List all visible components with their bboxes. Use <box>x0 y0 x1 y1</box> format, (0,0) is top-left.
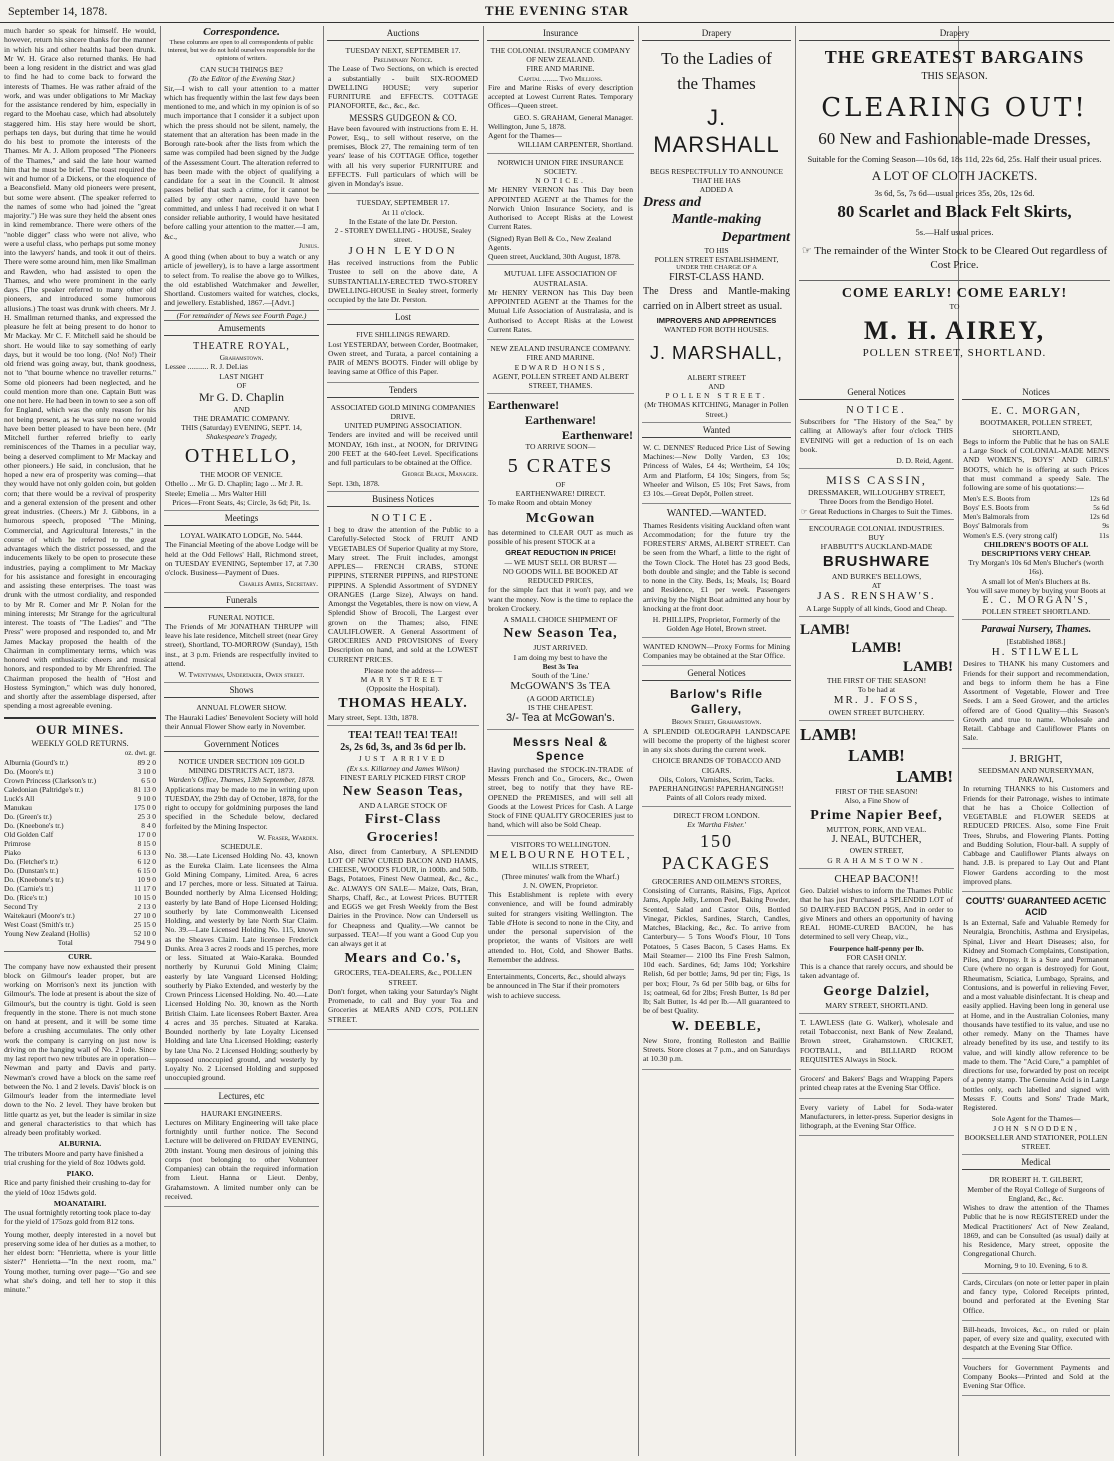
piako-title: PIAKO. <box>66 1169 94 1179</box>
stilwell-ad: Parawai Nursery, Thames. [Established 1868.] H. STILWELL Desires to THANK his many Customers and Friends for their support and recommendation, and begs to inform them he has a Fine Assortment of Vegetable, Flower and Tree Seeds. I am a Seed Grower, and the articles offered are of Good Quality—this Season's Growth and true to name. Wholesale and Retail. Cabbage and Cauliflower Plants on Sale. <box>962 622 1110 748</box>
coutts-ad: COUTTS' GUARANTEED ACETIC ACID Is an External, Safe and Valuable Remedy for Neuralgia, Bronchitis, Asthma and Erysipelas, Spinal, Liver and Heart Diseases; also, for Kidney and Stomach Complaints, Constipation, Piles, and Dropsy. It is a Sure and Permanent Cure (where no organ is destroyed) for Gout, Rheumatism, Sciatica, Lumbago, Sprains, and Contusions, and is powerful in relieving Fever, and a most valuable disinfectant. It is cheap and easily applied. Having been long in general use at Home, and in the Australian Colonies, many thousands have testified to its value, and use no other remedy. Many on the Thames have already benefited by its use, and testify to its value, and will kindly allow reference to be made to them. The "Acid Cure," a pamphlet of directions for use, forwarded by post on receipt of a penny stamp. The Genuine Acid is in Large bottles only, each labelled and signed with Messrs F. Coutts and Sons' Trade Mark, Registered. Sole Agent for the Thames— JOHN SNODDEN, BOOKSELLER AND STATIONER, POLLEN STREET. <box>962 894 1110 1155</box>
letter-to: (To the Editor of the Evening Star.) <box>188 74 295 84</box>
boot-price-row <box>963 503 1109 512</box>
anecdote-text: Young mother, deeply interested in a novel but preserving some idea of her duties as a mother, to her eldest born: "Henrietta, where is your little sister?" Henrietta—"In the next room, ma." Young mother, turning over page—"Go and see what she's doing, and tell her to stop it this minute." <box>4 1229 156 1295</box>
dalziel-bacon-ad: CHEAP BACON!! Geo. Dalziel wishes to inform the Thames Public that he has just Purchased a SPLENDID LOT of 50 DAIRY-FED BACON PIGS, And in order to give Miners and others an opportunity of having REAL HOME-CURED BACON, he has determined to sell very Cheap, viz., Fourpence half-penny per lb. FOR CASH ONLY. This is a chance that rarely occurs, and should be taken advantage of. George Dalziel, MARY STREET, SHORTLAND. <box>799 871 954 1014</box>
curr-text: The company have now exhausted their present block on Gilmour's leader proper, but are working on Morrison's next its junction with Gilmour's. The lode at present is about the size of Gilmour's, but the country is tight. Gold is seen frequently in the stone. There is not much stone on hand at present, and it will be some time before a crushing accumulates. The only other work the company is carrying on just now is driving on the hanging wall of No. 2 lode. Since my last report two new tributes are in operation—Newman and party and Davis and party. Newman's crowd have a block on the same reef between the No. 1 and 2 levels. Davis' block is on Gilmour's leader from the intermediate level down to the No. 2 level. They have broken but little quartz as yet, but the leader is similar in size and general characteristics to that which has already been profitably worked. <box>4 961 156 1138</box>
column-5 <box>642 26 791 1456</box>
gold-return-row <box>4 857 156 866</box>
column-2 <box>164 26 319 1456</box>
neal-lamb-ad: LAMB! LAMB! LAMB! FIRST OF THE SEASON! Also, a Fine Show of Prime Napier Beef, MUTTON, PORK, AND VEAL. J. NEAL, BUTCHER, OWEN STREET, GRAHAMSTOWN. <box>799 723 954 869</box>
mine-name: West Coast (Smith's tr.) <box>4 920 74 930</box>
gold-return-row <box>4 893 156 902</box>
boot-price-row <box>963 521 1109 530</box>
gold-return-row <box>4 830 156 839</box>
gold-yield: 175 0 0 <box>133 802 156 812</box>
mine-name: Old Golden Calf <box>4 829 54 839</box>
gold-yield: 27 10 0 <box>133 911 156 921</box>
dwelling-auction-ad: TUESDAY, SEPTEMBER 17. At 11 o'clock. In the Estate of the late Dr. Perston. 2 - STOREY DWELLING - HOUSE, Sealey street. JOHN LEYDON Has received instructions from the Public Trustee to sell on the above date, A SUBSTANTIALLY-ERECTED TWO-STOREY DWELLING-HOUSE in Sealey street, formerly occupied by the late Dr. Perston. <box>327 196 479 310</box>
government-notices-header: Government Notices <box>164 739 319 752</box>
gold-yield: 25 15 0 <box>133 920 156 930</box>
column-rule <box>323 26 324 1456</box>
bright-ad: J. BRIGHT, SEEDSMAN AND NURSERYMAN, PARAWAI, In returning THANKS to his Customers and Friends for their Patronage, wishes to intimate that he has a Choice Collection of VEGETABLE and FLOWER SEEDS at REDUCED PRICES. Also, some Fine Fruit Trees, Shrubs, and Flowering Plants. Potting and Budding Solution, Flour-ball. A supply of Cabbage and Cauliflower Plants always on hand. J.B. is prepared to Lay Out and Plant Flower Gardens according to the most improved plans. <box>962 751 1110 893</box>
mine-name: Do. (Dunstan's tr.) <box>4 866 59 876</box>
gold-return-row <box>4 911 156 920</box>
neal-spence-ad: Messrs Neal & Spence Having purchased the STOCK-IN-TRADE of Messrs French and Co., Grocers, &c., Owen street, beg to notify that they have RE-OPENED the PREMISES, and will sell all Goods at the Lowest Prices for Cash. A Large Stock of FINE QUALITY GROCERIES just to hand, which will also be Sold Cheap. <box>487 732 634 836</box>
insurance-header: Insurance <box>487 28 634 41</box>
boot-price-row <box>963 512 1109 521</box>
flower-show-ad: ANNUAL FLOWER SHOW. The Hauraki Ladies' Benevolent Society will hold their Annual Flower Show early in November. <box>164 701 319 737</box>
fourth-page-note: (For remainder of News see Fourth Page.) <box>164 310 319 321</box>
to-label: TO <box>949 302 960 312</box>
gilbert-ad: DR ROBERT H. T. GILBERT, Member of the Royal College of Surgeons of England, &c., &c. Wishes to draw the attention of the Thames Public that he is now REGISTERED under the Medical Practitioners' Act of New Zealand, 1869, and can be Consulted (as usual) daily at his Residence, Mary street, opposite the Congregational Church. Morning, 9 to 10. Evening, 6 to 8. <box>962 1173 1110 1274</box>
letter-title: CAN SUCH THINGS BE? <box>200 65 283 75</box>
general-notices-header-2: General Notices <box>799 387 954 400</box>
gold-yield: 10 15 0 <box>133 893 156 903</box>
boot-price: 11s <box>1099 530 1109 540</box>
mine-name: Waitekauri (Moore's tr.) <box>4 911 75 921</box>
mine-name: Do. (Carnie's tr.) <box>4 884 54 894</box>
wanted-header: Wanted <box>642 425 791 438</box>
mine-name: Do. (Rice's tr.) <box>4 893 48 903</box>
mine-name: Caledonian (Paltridge's tr.) <box>4 784 84 794</box>
jackets-text: 3s 6d, 5s, 7s 6d—usual prices 35s, 20s, 12s 6d. <box>874 187 1035 198</box>
history-sea-notice: NOTICE. Subscribers for "The History of the Sea," by calling at Alloway's after four o'clock THIS EVENING will get a reduction of 1s on each book. D. D. Reid, Agent. <box>799 403 954 469</box>
jackets-line: A LOT OF CLOTH JACKETS. <box>871 167 1038 183</box>
skirts-line: 80 Scarlet and Black Felt Skirts, <box>837 202 1072 222</box>
boot-price: 9s <box>1102 521 1109 531</box>
article-text: much harder so speak for himself. He would, however, return his sincere thanks for the manner in which his and other healths had been drunk. Mr W. H. Grace also returned thanks. He had been a long resident in the district and was glad to find he had to come back to forward the interests of Thames. He was rather afraid of the work, and was under obligations to Mr Mackay for the assistance rendered by him, especially in regard to the Moehau case, which had absolutely staggered him. His stay here would be short, perhaps ten days, but during that time he would do his best to promote the interests of the Thames. Mr A. J. Allom proposed "The Pioneers of the Thames," and said the late hour warned him that he must be brief. The toast required the wit and humor of a Dickens, or the eloquence of a Beaconsfield. Many old pioneers were present, but some were absent. (The speaker referred to the names of some who had joined the "great majority.") He was sure they held the absent ones in kind remembrance. There were others of the "noble digger" class who were not alive, who were a useful class, who perhaps put some money into the lawyers' hands, and took it out of theirs. There were some around him, men like Smallman and Rawden, who had assisted to open the Thames, and who were prominent in the early days. (The speaker referred to many other old pioneers, and introduced some humorous allusions.) The toast was drunk with cheers. Mr J. H. Smallman returned thanks, and expressed the pleasure he felt at being present to do honor to Mr Mackay. Mr C. F. Mitchell said he should be short. He would like to say something of early days, but it would be too long. (No! No!) Their old friend was going away, but, thank goodness, not to "that bourne whence no traveller returns." Some old pioneers had been neglected, and he could mention more than one. Captain Butt was one not here. He had been in town to see a son off for England, which was the only reason for his not being present, as he was sure no one would have been better pleased to have been here. (Mr Mitchell further referred briefly to early reminiscences of the Thames in a peculiar way, being a deserved compliment to Mr Mackay and other pioneers.) He said, in conclusion, that he hoped a new era of prosperity was coming—that they would have not only golden coin, but golden corn; that there would be a revival of prosperity and a general extension of the present and other great industries. (Cheers.) Mr J. Gibbons, in a humorous speech, proposed "The Mining, Commercial, and Agricultural Interests," in the course of which he referred to the great advantages which the district possessed, and the inducements likely to be open to prosecute these industries, paying a compliment to Mr Mackay for his assistance and foresight in encouraging and assisting these enterprises. The toast was drunk with the utmost cordiality, and responded to by Mr R. Comer and Mr P. Nolan for the mining interests; Mr Strange for the agricultural interest. The toasts of "The Ladies" and "The Press" were proposed and responded to, and Mr James Mackay proposed the health of the Chairman in complimentary terms, which was honored with enthusiastic cheers and musical honors, and responded to by Mr Ehrenfried. The Chairman proposed the health of "Host and Hostess Symington," which was duly honored, and shortly after the assemblage dispersed, after spending a most agreeable evening. <box>4 26 156 711</box>
marshall-ad: To the Ladies of the Thames J. MARSHALL BEGS RESPECTFULLY TO ANNOUNCE THAT HE HAS ADDED A Dress and Mantle-making Department TO HIS POLLEN STREET ESTABLISHMENT, UNDER THE CHARGE OF A FIRST-CLASS HAND. The Dress and Mantle-making carried on in Albert street as usual. IMPROVERS AND APPRENTICES WANTED FOR BOTH HOUSES. J. MARSHALL, ALBERT STREET AND POLLEN STREET. (Mr THOMAS KITCHING, Manager in Pollen Street.) <box>642 44 791 423</box>
nz-insurance-ad: NEW ZEALAND INSURANCE COMPANY. FIRE AND MARINE. EDWARD HONISS, AGENT, POLLEN STREET AND ALBERT STREET, THAMES. <box>487 342 634 394</box>
lost-header: Lost <box>327 312 479 325</box>
column-rule <box>638 26 639 1456</box>
gold-return-row <box>4 866 156 875</box>
dennes-ad: W. C. DENNES' Reduced Price List of Sewing Machines:—New Dolly Varden, £3 10s; Princess of Wales, £4 4s; Wertheim, £4 10s; Arm and Platform, £4 10s; Singers, from 5s; Wheeler and Wilson, £5 10s; Fret Saws, from £3 10s.—Great Depôt, Pollen street. <box>642 441 791 505</box>
boot-name: Women's E.S. (very strong calf) <box>963 530 1058 540</box>
gold-yield: 25 3 0 <box>137 811 156 821</box>
dresses-line: 60 New and Fashionable-made Dresses, <box>818 128 1091 148</box>
gold-yield: 6 15 0 <box>137 866 156 876</box>
gold-return-row <box>4 767 156 776</box>
airey-drapery-ad <box>799 26 1110 371</box>
amusements-header: Amusements <box>164 323 319 336</box>
clearing-out: CLEARING OUT! <box>821 93 1088 124</box>
auctions-header: Auctions <box>327 28 479 41</box>
come-early: COME EARLY! COME EARLY! <box>799 280 1110 302</box>
theatre-ad: THEATRE ROYAL, Grahamstown. Lessee ........... R. J. DeLias LAST NIGHT OF Mr G. D. Chaplin AND THE DRAMATIC COMPANY. THIS (Saturday) EVENING, SEPT. 14, Shakespeare's Tragedy, OTHELLO, THE MOOR OF VENICE. Othello ... Mr G. D. Chaplin; Iago ... Mr J. R. Steele; Emelia ... Mrs Walter Hill Prices—Front Seats, 4s; Circle, 3s 6d; Pit, 1s. <box>164 339 319 511</box>
column-4 <box>487 26 634 1456</box>
gold-returns-table <box>4 758 156 948</box>
column-3 <box>327 26 479 1456</box>
column-7 <box>962 385 1110 1456</box>
column-rule <box>795 26 796 1456</box>
barlow-ad: Barlow's Rifle Gallery, Brown Street, Grahamstown. A SPLENDID OLEOGRAPH LANDSCAPE will become the property of the highest scorer in any six shots during the current week. CHOICE BRANDS OF TOBACCO AND CIGARS. Oils, Colors, Varnishes, Scrim, Tacks. PAPERHANGINGS! PAPERHANGINGS!! Paints of all Colors ready mixed. <box>642 684 791 807</box>
shows-header: Shows <box>164 685 319 698</box>
gold-return-row <box>4 884 156 893</box>
funerals-header: Funerals <box>164 595 319 608</box>
gold-return-row <box>4 776 156 785</box>
othello-title: OTHELLO, <box>184 444 299 467</box>
gold-return-row <box>4 812 156 821</box>
boot-price-row <box>963 531 1109 540</box>
gold-yield: 6 5 0 <box>141 775 156 785</box>
this-season: THIS SEASON. <box>921 70 988 82</box>
cassin-ad: MISS CASSIN, DRESSMAKER, WILLOUGHBY STREET, Three Doors from the Bendigo Hotel. ☞ Great Reductions in Charges to Suit the Times. <box>799 471 954 519</box>
billheads-notice: Bill-heads, Invoices, &c., on ruled or plain paper, of every size and quality, executed with despatch at the Evening Star Office. <box>962 1323 1110 1359</box>
total-row: Total 794 9 0 <box>57 938 156 948</box>
gold-yield: 81 13 0 <box>133 784 156 794</box>
curr-title: CURR. <box>4 951 156 961</box>
watch-advert: A good thing (when about to buy a watch or any article of jewellery), is to have a large assortment to select from. To realise the above go to Wilkes, the old established Watchmaker and Jeweller, Shortland. Customers waited for watches, clocks, and jewellery. Established, 1867.—[Advt.] <box>164 252 319 308</box>
mine-name: Do. (Fletcher's tr.) <box>4 856 58 866</box>
notices-header: Notices <box>962 387 1110 400</box>
drapery-header: Drapery <box>642 28 791 41</box>
boot-name: Boys' Balmorals from <box>963 521 1028 531</box>
mcgowan-earthenware-ad: Earthenware! Earthenware! Earthenware! TO ARRIVE SOON— 5 CRATES OF EARTHENWARE! DIRECT. To make Room and obtain Money McGowan has determined to CLEAR OUT as much as possible of his present STOCK at a GREAT REDUCTION IN PRICE! — WE MUST SELL OR BURST — NO GOODS WILL BE BOOKED AT REDUCED PRICES, for the simple fact that it won't pay, and we want the money. Now is the time to replace the broken Crockery. A SMALL CHOICE SHIPMENT OF New Season Tea, JUST ARRIVED. I am doing my best to have the Best 3s Tea South of the 'Line.' McGOWAN'S 3s TEA (A GOOD ARTICLE) IS THE CHEAPEST. 3/- Tea at McGowan's. <box>487 396 634 729</box>
gold-yield: 2 13 0 <box>137 902 156 912</box>
issue-date: September 14, 1878. <box>8 4 108 18</box>
foresters-ad: WANTED.—WANTED. Thames Residents visiting Auckland often want Accommodation; for the future try the FORESTERS' ARMS, ALBERT STREET. Can be seen from the Wharf, a little to the right of the Town Clock. The Hotel has 23 good Beds, both double and single; and the Table is second to none in the City. Beds, 1s; Meals, 1s; Board and Residence, £1 per week. Passengers arriving by the Night Boat admitted any hour by knocking at the front door. H. PHILLIPS, Proprietor, Formerly of the Golden Age Hotel, Brown street. <box>642 506 791 637</box>
melbourne-hotel-ad: VISITORS TO WELLINGTON. MELBOURNE HOTEL, WILLIS STREET, (Three minutes' walk from the Wharf.) J. N. OWEN, Proprietor. This Establishment is replete with every convenience, and will be found admirably suited for strangers visiting Wellington. The Table d'Hote is second to none in the City, and under the personal supervision of the proprietor, the wants of Visitors are well attended to. Hot, Cold, and Shower Baths. Remember the address. <box>487 838 634 970</box>
vouchers-notice: Vouchers for Government Payments and Company Books—Printed and Sold at the Evening Star Office. <box>962 1361 1110 1397</box>
column-1 <box>4 26 156 1456</box>
mears-ad: TEA! TEA!! TEA! TEA!! 2s, 2s 6d, 3s, and 3s 6d per lb. JUST ARRIVED (Ex s.s. Killarney and James Wilson) FINEST EARLY PICKED FIRST CROP New Season Teas, AND A LARGE STOCK OF First-Class Groceries! Also, direct from Canterbury, A SPLENDID LOT OF NEW CURED BACON AND HAMS, CHEESE, WOOD'S FLOUR, in 100lb. and 50lb. Bags, Potatoes, Finest New Oatmeal, &c., &c., &c. ALWAYS ON SALE— Maize, Oats, Bran, Sharps, Chaff, &c., at Lowest Prices. BUTTER and EGGS we get Fresh Weekly from the Best Dairies in the Province. Now can Undersell us for Cheapness and Quality.—We cannot be surpassed. TEA!—If you want a Good Cup you can always get it at Mears and Co.'s, GROCERS, TEA-DEALERS, &c., POLLEN STREET. Don't forget, when taking your Saturday's Night Promenade, to call and Buy your Tea and Groceries at MEARS AND CO'S, POLLEN STREET. <box>327 728 479 1030</box>
moanatairi-text: The usual fortnightly retorting took place to-day for the yield of 175ozs gold from 812 tons. <box>4 1208 151 1227</box>
mine-name: Crown Princess (Clarkson's tr.) <box>4 775 97 785</box>
boot-price: 5s 6d <box>1093 503 1109 513</box>
alburnia-title: ALBURNIA. <box>58 1139 102 1149</box>
gold-yield: 89 2 0 <box>137 757 156 767</box>
lodge-ad: LOYAL WAIKATO LODGE, No. 5444. The Financial Meeting of the above Lodge will be held at the Odd Fellows' Hall, Richmond street, on TUESDAY EVENING, September 17, at 7.30 o'clock. Business—Payment of Dues. Charles Amies, Secretary. <box>164 529 319 593</box>
letter-text: Sir,—I wish to call your attention to a matter which has frequently within the last few days been mentioned to me, and which in my opinion is of so much importance that I consider it a subject upon which the press should not be silent, namely, the statement that an alteration has been made in the Borough rate-book after the lists from which the same was compiled had been signed by the Judge of the Assessment Court. The alteration referred to has been made with the object of qualifying a candidate for a seat in the Council. It almost passes belief that such a crime, for it cannot be called by any other name, could have been committed, and unless I had received it on what I consider reliable authority, I would have hesitated before calling your attention to the matter.—I am, &c., <box>164 83 319 241</box>
newspaper-title: THE EVENING STAR <box>484 3 630 18</box>
mine-name: Second Try <box>4 902 38 912</box>
mine-name: Young New Zealand (Hollis) <box>4 929 90 939</box>
funeral-ad: FUNERAL NOTICE. The Friends of Mr JONATHAN THRUPP will leave his late residence, Mitchell street (near Grey street), Shortland, TO-MORROW (Sunday), 15th inst., at 3 p.m. Friends are respectfully invited to attend. W. Twentyman, Undertaker, Owen street. <box>164 611 319 684</box>
gold-yield: 6 13 0 <box>137 847 156 857</box>
gold-yield: 9 10 0 <box>137 793 156 803</box>
mutual-life-ad: MUTUAL LIFE ASSOCIATION OF AUSTRALASIA. Mr HENRY VERNON has This Day been APPOINTED AGENT at the Thames for the Mutual Life Association of Australasia, and is Authorised to Accept Risks at the Lowest Current Rates. <box>487 267 634 340</box>
mine-name: Alburnia (Gourd's tr.) <box>4 757 68 767</box>
deeble-ad: DIRECT FROM LONDON. Ex 'Martha Fisher.' 150 PACKAGES GROCERIES AND OILMEN'S STORES, Consisting of Currants, Raisins, Figs, Apricot Jams, Apple Jelly, Lemon Peel, Baking Powder, Scented, Salad and Castor Oils, Bottled Vinegar, Pickles, Sardines, Starch, Candles, Matches, Blacking, &c., &c. To arrive from Canterbury— 5 Tons Wood's Flour, 10 Tons Potatoes, 5 Cases Bacon, 5 Cases Hams. Ex Mail Steamer— 2100 lbs Fine Fresh Salmon, 10d each. Sardines, 6d; Jams 10d; Yorkshire Relish, 6d per bottle; Jams, 9d per tin; Figs, 1s per box; Flour, 7s 6d per 50lb bag, or 6lbs for 1s; oatmeal, 6d for 2lbs; Fresh Butter, 1s 8d per lb; Salt Butter, 1s 4d per lb.—All guaranteed to be of best Quality. W. DEEBLE, New Store, fronting Rolleston and Baillie Streets. Store closes at 7 p.m., and on Saturdays at 10.30 p.m. <box>642 809 791 1070</box>
government-notice: NOTICE UNDER SECTION 109 GOLD MINING DISTRICTS ACT, 1873. Warden's Office, Thames, 13th September, 1878. Applications may be made to me in writing upon TUESDAY, the 29th day of October, 1878, for the right to occupy for goldmining purposes the land specified in the Schedule below, declared forfeited by the Mining Inspector. W. Fraser, Warden. SCHEDULE. No. 38.—Late Licensed Holding No. 43, known as the Eureka Claim. Late licensees the Alma Gold Mining Company, Limited. Area, 6 acres and 17 perches, more or less. Situated at Tairua. Bounded northerly by Alma Licensed Holding; easterly by late Band of Hope Licensed Holding; southerly by late Commonwealth Licensed Holding, and westerly by late North Star Claim. No. 39.—Late Licensed Holding No. 115, known as the Sheaves Claim. Late licensee Frederick Dunks. Area 3 acres 2 roods and 15 perches, more or less. Situated at Waio-Karaka. Bounded northerly by Kurunui Gold Mining Claim; easterly by late Vanguard Licensed Holding; southerly by Piako Extended, and westerly by the Crown Princess Licensed Holding. No. 40.—Late Licensed Holding No. 30, known as the North British Claim. Late licensees Robert Baxter. Area 4 acres and 35 perches. Situated at Karaka. Bounded northerly by late Loyalty Licensed Holding and late Una Licensed Holding; easterly by late Una No. 2 Licensed Holding; southerly by supposed unoccupied ground, and westerly by Loyalty No. 2 Licensed Holding and supposed unoccupied ground. <box>164 755 319 1089</box>
mine-name: Manukau <box>4 802 32 812</box>
mine-name: Luck's All <box>4 793 35 803</box>
gold-return-row <box>4 902 156 911</box>
business-notices-header: Business Notices <box>327 494 479 507</box>
gold-return-row <box>4 875 156 884</box>
skirts-text: 5s.—Half usual prices. <box>915 226 994 237</box>
mine-name: Do. (Kneebone's tr.) <box>4 875 64 885</box>
norwich-ad: NORWICH UNION FIRE INSURANCE SOCIETY. NOTICE. Mr HENRY VERNON has This Day been APPOINTED AGENT at the Thames for the Norwich Union Insurance Society, and is Authorised to Accept Risks at the Lowest Current Rates. (Signed) Ryan Bell & Co., New Zealand Agents. Queen street, Auckland, 30th August, 1878. <box>487 156 634 266</box>
alburnia-text: The tributers Moore and party have finished a trial crushing for the yield of 8oz 10dwts gold. <box>4 1148 146 1167</box>
entertainments-notice: Entertainments, Concerts, &c., should always be announced in The Star if their promoters wish to achieve success. <box>487 972 626 1000</box>
gold-yield: 10 9 0 <box>137 875 156 885</box>
engineers-ad: HAURAKI ENGINEERS. Lectures on Military Engineering will take place fortnightly until further notice. The Second Lecture will be delivered on FRIDAY EVENING, 20th instant. Young men desirous of joining this corps (not belonging to other Volunteer Companies) can obtain the required information from Lieut. Hanna or Lieut. Denby, Grahamstown. A limited number only can be received. <box>164 1107 319 1208</box>
foss-lamb-ad: LAMB! LAMB! LAMB! THE FIRST OF THE SEASON! To be had at MR. J. FOSS, OWEN STREET BUTCHERY. <box>799 619 954 721</box>
column-rule <box>160 26 161 1456</box>
gold-return-row <box>4 794 156 803</box>
gold-return-row <box>4 929 156 938</box>
proxy-ad: WANTED KNOWN—Proxy Forms for Mining Companies may be obtained at the Star Office. <box>642 640 791 667</box>
boot-price-row <box>963 494 1109 503</box>
correspondence-title: Correspondence. <box>203 26 280 38</box>
morgan-ad: E. C. MORGAN, BOOTMAKER, POLLEN STREET, SHORTLAND, Begs to inform the Public that he has on SALE a Large Stock of COLONIAL-MADE MEN'S AND WOMEN'S, BOYS' AND GIRLS' BOOTS, which he is offering at such Prices that must command a speedy Sale. The following are some of his quotations:— Men's E.S. Boots from 12s 6d Boys' E.S. Boots from 5s 6d Men's Balmorals from 12s 6d Boys' Balmorals from 9s Women's E.S. (very strong calf) 11s CHILDREN'S BOOTS OF ALL DESCRIPTIONS VERY CHEAP. Try Morgan's 10s 6d Men's Blucher's (worth 16s). A small lot of Men's Bluchers at 8s. You will save money by buying your Boots at E. C. MORGAN'S, POLLEN STREET SHORTLAND. <box>962 403 1110 621</box>
gold-return-row <box>4 803 156 812</box>
general-notices-header: General Notices <box>642 668 791 681</box>
dresses-text: Suitable for the Coming Season—10s 6d, 18s 11d, 22s 6d, 25s. Half their usual prices. <box>807 153 1102 164</box>
column-rule <box>483 26 484 1456</box>
cottage-auction-ad: TUESDAY NEXT, SEPTEMBER 17. Preliminary Notice. The Lease of Two Sections, on which is erected a substantially - built SIX-ROOMED DWELLING HOUSE; very superior FURNITURE and EFFECTS. COTTAGE PIANOFORTE, &c., &c., &c. MESSRS GUDGEON & CO. Have been favoured with instructions from E. H. Power, Esq., to sell without reserve, on the premises, Block 27, The remaining term of ten years' lease of his COTTAGE Office, together with all his very superior FURNITURE and EFFECTS. Full particulars of which will be given in Monday's issue. <box>327 44 479 194</box>
gold-return-row <box>4 848 156 857</box>
gold-yield: 11 17 0 <box>134 884 156 894</box>
column-6-lower <box>799 385 954 1456</box>
airey-name: M. H. AIREY, <box>863 316 1046 346</box>
boot-price: 12s 6d <box>1089 494 1109 504</box>
colonial-insurance-ad: THE COLONIAL INSURANCE COMPANY OF NEW ZEALAND. FIRE AND MARINE. Capital ........ Two Millions. Fire and Marine Risks of every description accepted at Lowest Current Rates. Temporary Offices—Queen street. GEO. S. GRAHAM, General Manager. Wellington, June 5, 1878. Agent for the Thames— WILLIAM CARPENTER, Shortland. <box>487 44 634 154</box>
boot-name: Boys' E.S. Boots from <box>963 503 1030 513</box>
letter-signature: Junius. <box>298 240 319 250</box>
gold-return-row <box>4 821 156 830</box>
gold-yield: 52 10 0 <box>133 929 156 939</box>
our-mines-title: OUR MINES. <box>4 717 156 738</box>
lawless-ad: T. LAWLESS (late G. Walker), wholesale and retail Tobacconist, next Bank of New Zealand, Brown street, Grahamstown. CRICKET, FOOTBALL, and BILLIARD ROOM REQUISITES Always in Stock. <box>799 1016 954 1070</box>
gold-return-row <box>4 785 156 794</box>
healy-ad: NOTICE. I beg to draw the attention of the Public to a Carefully-Selected Stock of FRUIT AND VEGETABLES Of Superior Quality at my Store, Mary street. The Fruit includes, amongst APPLES— FRENCH CRABS, STONE PIPPINS, STERNER PIPPINS, and RIPSTONE PIPPINS. A Splendid Assortment of SYDNEY ORANGES (Large Size), Always on hand. Amongst the Vegetables, there is now on view, A Splendid Show of Brocoli, The Largest ever grown on the Thames; also, FINE CAULIFLOWER. A General Assortment of GROCERIES AND PROVISIONS of Every Description on hand, and sold at the LOWEST CURRENT PRICES. Please note the address— MARY STREET (Opposite the Hospital). THOMAS HEALY. Mary street, Sept. 13th, 1878. <box>327 510 479 726</box>
winter-stock-line: ☞ The remainder of the Winter Stock to be Cleared Out regardless of Cost Price. <box>801 245 1108 271</box>
mine-name: Primrose <box>4 838 31 848</box>
units-header: oz. dwt. gr. <box>124 749 156 758</box>
pointing-hand-icon: ☞ <box>800 506 810 516</box>
boot-name: Men's E.S. Boots from <box>963 494 1031 504</box>
boot-price: 12s 6d <box>1089 512 1109 522</box>
meetings-header: Meetings <box>164 513 319 526</box>
mine-name: Piako <box>4 847 21 857</box>
mine-name: Do. (Kneebone's tr.) <box>4 820 64 830</box>
moanatairi-title: MOANATAIRI. <box>53 1198 107 1208</box>
airey-address: POLLEN STREET, SHORTLAND. <box>862 347 1047 360</box>
mine-name: Do. (Moore's tr.) <box>4 766 54 776</box>
drapery-header-right: Drapery <box>799 28 1110 41</box>
tenders-ad: ASSOCIATED GOLD MINING COMPANIES DRIVE. UNITED PUMPING ASSOCIATION. Tenders are invited and will be received until MONDAY, 16th inst., at NOON, for DRIVING 200 FEET at the 640-feet Level. Specifications and full particulars to be obtained at the Office. George Black, Manager. Sept. 13th, 1878. <box>327 401 479 492</box>
gold-yield: 3 10 0 <box>137 766 156 776</box>
renshaw-ad: ENCOURAGE COLONIAL INDUSTRIES. BUY H'ABBUTT'S AUCKLAND-MADE BRUSHWARE AND BURKE'S BELLOWS, AT JAS. RENSHAW'S. A Large Supply of all kinds, Good and Cheap. <box>799 522 954 617</box>
pointing-hand-icon: ☞ <box>801 245 815 258</box>
mine-name: Do. (Green's tr.) <box>4 811 52 821</box>
boot-prices-table <box>963 494 1109 539</box>
tenders-header: Tenders <box>327 385 479 398</box>
boot-name: Men's Balmorals from <box>963 512 1030 522</box>
disclaimer: These columns are open to all correspondents of public interest, but we do not hold ourselves responsible for the opinions of writers. <box>167 39 316 63</box>
gold-return-row <box>4 758 156 767</box>
lost-ad: FIVE SHILLINGS REWARD. Lost YESTERDAY, between Corder, Bootmaker, Owen street, and Turata, a parcel containing a PAIR of MEN'S BOOTS. Finder will oblige by leaving same at Office of this Paper. <box>327 328 479 382</box>
reductions-line: ☞ Great Reductions in Charges to Suit the Times. <box>800 506 953 516</box>
masthead <box>0 0 1114 23</box>
gold-yield: 6 12 0 <box>137 856 156 866</box>
gold-return-row <box>4 920 156 929</box>
lectures-header: Lectures, etc <box>164 1091 319 1104</box>
labels-notice: Every variety of Label for Soda-water Manufacturers, in letter-press. Superior designs in lithograph, at the Evening Star Office. <box>799 1101 954 1137</box>
gold-return-row <box>4 839 156 848</box>
gold-yield: 17 0 0 <box>137 829 156 839</box>
medical-header: Medical <box>962 1157 1110 1170</box>
bags-notice: Grocers' and Bakers' Bags and Wrapping Papers printed cheap rates at the Evening Star Office. <box>799 1072 954 1099</box>
piako-text: Rice and party finished their crushing to-day for the yield of 10oz 15dwts gold. <box>4 1178 151 1197</box>
cards-notice: Cards, Circulars (on note or letter paper in plain and fancy type, Colored Receipts printed, bound and perforated at the Evening Star Office. <box>962 1276 1110 1321</box>
gold-yield: 8 15 0 <box>137 838 156 848</box>
weekly-returns-title: WEEKLY GOLD RETURNS. <box>31 739 129 749</box>
gold-yield: 8 4 0 <box>141 820 156 830</box>
greatest-bargains: THE GREATEST BARGAINS <box>824 46 1085 67</box>
